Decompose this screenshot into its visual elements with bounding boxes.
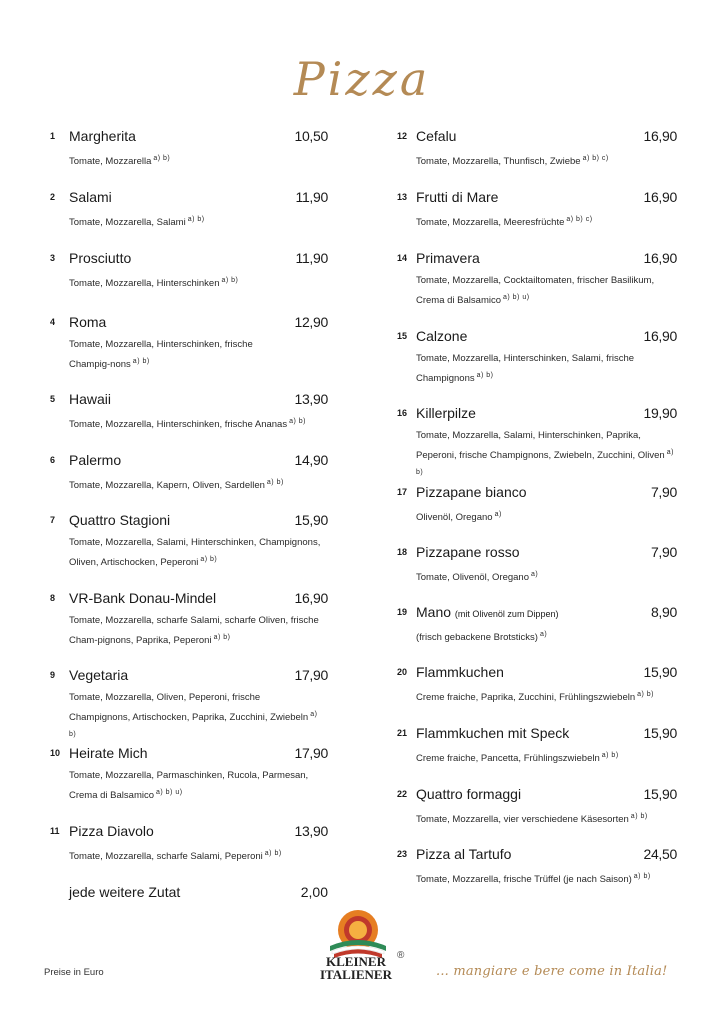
item-number: 7 bbox=[50, 515, 56, 525]
item-price: 16,90 bbox=[643, 128, 677, 144]
allergen-note: a) b) bbox=[289, 418, 306, 425]
allergen-note: a) b) bbox=[69, 711, 318, 738]
item-price: 17,90 bbox=[294, 745, 328, 761]
item-number: 8 bbox=[50, 593, 56, 603]
item-description: Tomate, Mozzarella, Hinterschinken, Salami, frische Champignons $^{a) b)}$ bbox=[416, 353, 635, 384]
item-price: 10,50 bbox=[294, 128, 328, 144]
item-name: Pizzapane rosso bbox=[416, 544, 520, 560]
item-number: 11 bbox=[50, 826, 60, 836]
allergen-note: a) b) bbox=[601, 752, 619, 759]
item-price: 16,90 bbox=[643, 328, 677, 344]
item-price: 7,90 bbox=[650, 544, 677, 560]
item-price: 15,90 bbox=[643, 664, 677, 680]
item-number: 20 bbox=[397, 667, 408, 677]
item-description: Tomate, Mozzarella, scharfe Salami, Peperoni $^{a) b)}$ bbox=[69, 850, 282, 862]
allergen-note: a) bbox=[494, 511, 502, 518]
item-number: 1 bbox=[50, 131, 56, 141]
item-number: 2 bbox=[50, 192, 56, 202]
allergen-note: a) b) c) bbox=[582, 155, 609, 162]
currency-note: Preise in Euro bbox=[44, 967, 104, 978]
allergen-note: a) b) u) bbox=[503, 294, 530, 301]
allergen-note: a) b) bbox=[264, 850, 282, 857]
item-price: 24,50 bbox=[643, 846, 677, 862]
item-price: 16,90 bbox=[643, 250, 677, 266]
allergen-note: a) b) bbox=[476, 372, 494, 379]
item-description: Tomate, Mozzarella, Cocktailtomaten, frischer Basilikum, Crema di Balsamico $^{a) b) u)}$ bbox=[416, 275, 655, 306]
item-description: Tomate, Mozzarella, Hinterschinken $^{a) b)}$ bbox=[69, 277, 239, 289]
item-description: Tomate, Mozzarella, Meeresfrüchte $^{a) b) c)}$ bbox=[416, 216, 593, 228]
item-number: 5 bbox=[50, 394, 56, 404]
item-price: 7,90 bbox=[650, 484, 677, 500]
item-number: 10 bbox=[50, 748, 61, 758]
item-price: 16,90 bbox=[294, 590, 328, 606]
item-description: Tomate, Mozzarella, scharfe Salami, scharfe Oliven, frische Cham-pignons, Paprika, Peperoni $^{a) b)}$ bbox=[69, 615, 319, 646]
allergen-note: a) b) bbox=[633, 873, 651, 880]
item-number: 15 bbox=[397, 331, 408, 341]
item-number: 16 bbox=[397, 408, 408, 418]
item-description: Olivenöl, Oregano $^{a)}$ bbox=[416, 511, 502, 523]
item-description: (frisch gebackene Brotsticks) $^{a)}$ bbox=[416, 631, 548, 643]
item-name: Primavera bbox=[416, 250, 480, 266]
extra-topping-price: 2,00 bbox=[300, 884, 328, 900]
item-number: 18 bbox=[397, 547, 408, 557]
item-price: 17,90 bbox=[294, 667, 328, 683]
item-description: Tomate, Olivenöl, Oregano $^{a)}$ bbox=[416, 571, 539, 583]
item-description: Tomate, Mozzarella, Kapern, Oliven, Sardellen $^{a) b)}$ bbox=[69, 479, 284, 491]
item-price: 8,90 bbox=[650, 604, 677, 620]
item-name: Pizzapane bianco bbox=[416, 484, 527, 500]
allergen-note: a) bbox=[531, 571, 539, 578]
item-number: 12 bbox=[397, 131, 408, 141]
item-name: Heirate Mich bbox=[69, 745, 148, 761]
item-name: Mano (mit Olivenöl zum Dippen) bbox=[416, 604, 559, 620]
item-price: 16,90 bbox=[643, 189, 677, 205]
item-name-note: (mit Olivenöl zum Dippen) bbox=[454, 609, 559, 619]
item-description: Creme fraiche, Pancetta, Frühlingszwiebeln $^{a) b)}$ bbox=[416, 752, 619, 764]
item-number: 13 bbox=[397, 192, 408, 202]
page-title: Pizza bbox=[293, 52, 431, 106]
slogan: ... mangiare e bere come in Italia! bbox=[436, 964, 668, 979]
allergen-note: a) b) c) bbox=[566, 216, 593, 223]
item-name: Hawaii bbox=[69, 391, 112, 407]
allergen-note: a) b) bbox=[221, 277, 239, 284]
item-name: Flammkuchen mit Speck bbox=[416, 725, 570, 741]
brand-line-2: ITALIENER bbox=[319, 967, 392, 982]
item-name: Palermo bbox=[69, 452, 122, 468]
item-number: 9 bbox=[50, 670, 56, 680]
allergen-note: a) b) bbox=[153, 155, 171, 162]
item-number: 3 bbox=[50, 253, 56, 263]
allergen-note: a) b) bbox=[187, 216, 205, 223]
item-description: Creme fraiche, Paprika, Zucchini, Frühlingszwiebeln $^{a) b)}$ bbox=[416, 691, 655, 703]
item-price: 11,90 bbox=[295, 250, 328, 266]
item-name: Flammkuchen bbox=[416, 664, 504, 680]
allergen-note: a) b) bbox=[132, 358, 150, 365]
item-name: VR-Bank Donau-Mindel bbox=[69, 590, 217, 606]
item-price: 15,90 bbox=[643, 725, 677, 741]
item-description: Tomate, Mozzarella, Salami, Hinterschinken, Paprika, Peperoni, frische Champignons, Zwiebeln, Zucchini, Oliven $^{a) b)}$ bbox=[416, 430, 674, 476]
allergen-note: a) b) bbox=[200, 556, 218, 563]
item-number: 6 bbox=[50, 455, 56, 465]
item-description: Tomate, Mozzarella, Oliven, Peperoni, frische Champignons, Artischocken, Paprika, Zucchini, Zwiebeln $^{a) b)}$ bbox=[69, 692, 318, 738]
item-price: 13,90 bbox=[294, 391, 328, 407]
item-description: Tomate, Mozzarella, Parmaschinken, Rucola, Parmesan, Crema di Balsamico $^{a) b) u)}$ bbox=[69, 770, 309, 801]
item-name: Frutti di Mare bbox=[416, 189, 499, 205]
item-name: Quattro Stagioni bbox=[69, 512, 171, 528]
item-price: 11,90 bbox=[295, 189, 328, 205]
item-name: Quattro formaggi bbox=[416, 786, 522, 802]
item-number: 4 bbox=[50, 317, 56, 327]
item-description: Tomate, Mozzarella, Salami $^{a) b)}$ bbox=[69, 216, 205, 228]
item-number: 21 bbox=[397, 728, 408, 738]
allergen-note: a) b) bbox=[416, 449, 674, 476]
item-number: 22 bbox=[397, 789, 408, 799]
item-description: Tomate, Mozzarella, Salami, Hinterschinken, Champignons, Oliven, Artischocken, Peperoni $^{a) b)}$ bbox=[69, 537, 321, 568]
item-number: 14 bbox=[397, 253, 408, 263]
item-number: 17 bbox=[397, 487, 408, 497]
item-name: Vegetaria bbox=[69, 667, 129, 683]
item-name: Roma bbox=[69, 314, 107, 330]
item-description: Tomate, Mozzarella, vier verschiedene Käsesorten $^{a) b)}$ bbox=[416, 813, 648, 825]
item-number: 23 bbox=[397, 849, 408, 859]
item-name: Margherita bbox=[69, 128, 136, 144]
allergen-note: a) b) bbox=[630, 813, 648, 820]
item-number: 19 bbox=[397, 607, 408, 617]
item-name: Salami bbox=[69, 189, 112, 205]
item-price: 12,90 bbox=[294, 314, 328, 330]
item-name: Cefalu bbox=[416, 128, 457, 144]
logo-center bbox=[349, 921, 367, 939]
item-price: 15,90 bbox=[643, 786, 677, 802]
item-name: Killerpilze bbox=[416, 405, 476, 421]
item-price: 14,90 bbox=[294, 452, 328, 468]
item-description: Tomate, Mozzarella, Thunfisch, Zwiebe $^{a) b) c)}$ bbox=[416, 155, 609, 167]
allergen-note: a) b) bbox=[213, 634, 231, 641]
item-description: Tomate, Mozzarella, Hinterschinken, frische Ananas $^{a) b)}$ bbox=[69, 418, 306, 430]
allergen-note: a) b) u) bbox=[156, 789, 183, 796]
allergen-note: a) bbox=[539, 631, 548, 638]
item-price: 13,90 bbox=[294, 823, 328, 839]
item-description: Tomate, Mozzarella $^{a) b)}$ bbox=[69, 155, 171, 167]
extra-topping-label: jede weitere Zutat bbox=[69, 884, 181, 900]
allergen-note: a) b) bbox=[637, 691, 655, 698]
item-name: Pizza al Tartufo bbox=[416, 846, 512, 862]
item-price: 19,90 bbox=[643, 405, 677, 421]
item-name: Pizza Diavolo bbox=[69, 823, 154, 839]
item-name: Calzone bbox=[416, 328, 468, 344]
registered-mark: ® bbox=[397, 950, 405, 961]
item-price: 15,90 bbox=[294, 512, 328, 528]
brand-line-1: KLEINER bbox=[326, 954, 386, 969]
item-name: Prosciutto bbox=[69, 250, 132, 266]
item-description: Tomate, Mozzarella, frische Trüffel (je nach Saison) $^{a) b)}$ bbox=[416, 873, 651, 885]
allergen-note: a) b) bbox=[266, 479, 284, 486]
item-description: Tomate, Mozzarella, Hinterschinken, frische Champig-nons $^{a) b)}$ bbox=[69, 339, 253, 370]
